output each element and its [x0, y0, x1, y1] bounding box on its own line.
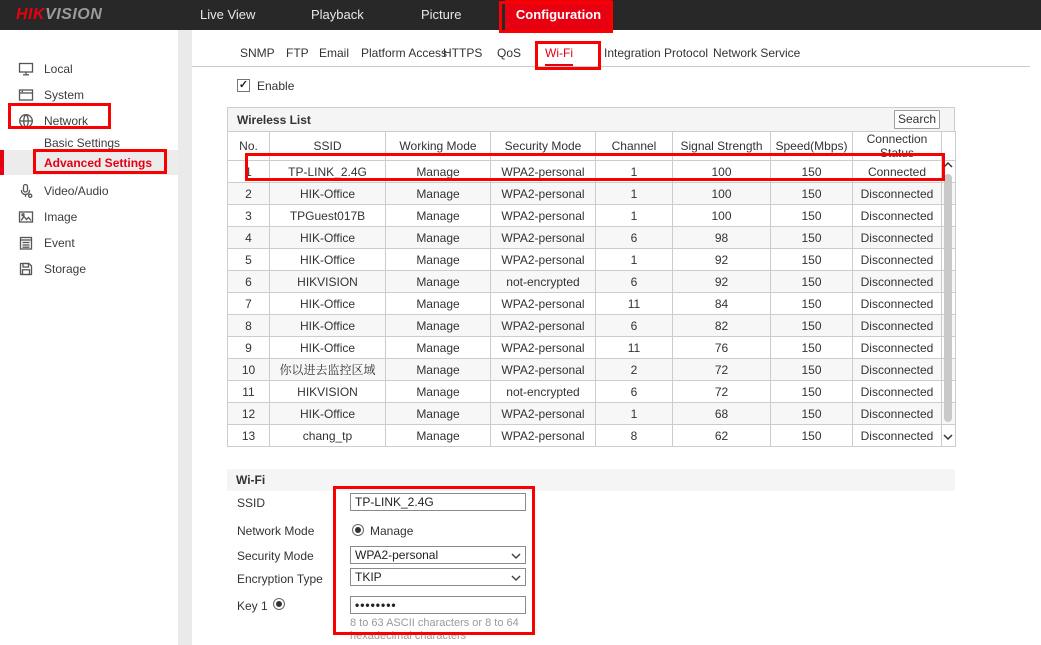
table-cell: HIK-Office: [270, 227, 386, 249]
security-mode-select[interactable]: [350, 546, 526, 564]
nav-configuration[interactable]: Configuration: [505, 0, 612, 30]
window-icon: [18, 87, 34, 103]
tab-network-service[interactable]: Network Service: [713, 46, 801, 60]
table-cell: 1: [596, 403, 673, 425]
table-row[interactable]: [228, 271, 956, 293]
table-cell: HIK-Office: [270, 337, 386, 359]
nav-live-view[interactable]: Live View: [200, 7, 256, 22]
table-cell: Manage: [386, 381, 491, 403]
col-scrollbar-spacer: [942, 132, 956, 161]
sidebar-item-network[interactable]: [0, 110, 178, 132]
table-cell: 76: [673, 337, 771, 359]
table-cell: Disconnected: [853, 381, 942, 403]
table-cell: Manage: [386, 161, 491, 183]
table-cell: TP-LINK_2.4G: [270, 161, 386, 183]
table-cell: WPA2-personal: [491, 315, 596, 337]
table-row[interactable]: [228, 249, 956, 271]
key-hint-text: 8 to 63 ASCII characters or 8 to 64 hexadecimal characters: [350, 617, 519, 642]
table-cell: 100: [673, 183, 771, 205]
wireless-list-header: [227, 107, 955, 131]
table-cell: 6: [228, 271, 270, 293]
table-cell: WPA2-personal: [491, 249, 596, 271]
sidebar-item-local[interactable]: [0, 58, 178, 80]
table-cell: 你以进去监控区域: [270, 359, 386, 381]
tab-email[interactable]: Email: [319, 46, 350, 60]
table-cell: WPA2-personal: [491, 337, 596, 359]
table-cell: 150: [771, 161, 853, 183]
sidebar-item-label: Local: [44, 62, 73, 76]
table-cell: 3: [228, 205, 270, 227]
table-cell: Manage: [386, 293, 491, 315]
col-signal-strength: Signal Strength: [673, 132, 771, 161]
table-cell: Manage: [386, 271, 491, 293]
col-no: No.: [228, 132, 270, 161]
security-mode-label: Security Mode: [237, 549, 314, 563]
tab-platform-access[interactable]: Platform Access: [361, 46, 448, 60]
table-cell: WPA2-personal: [491, 183, 596, 205]
table-cell: 72: [673, 381, 771, 403]
table-cell: 6: [596, 227, 673, 249]
table-row[interactable]: [228, 381, 956, 403]
table-cell: 11: [596, 337, 673, 359]
table-cell: WPA2-personal: [491, 359, 596, 381]
table-cell: Manage: [386, 205, 491, 227]
security-mode-value: WPA2-personal: [355, 548, 439, 562]
table-cell: 11: [228, 381, 270, 403]
table-cell: WPA2-personal: [491, 293, 596, 315]
key1-label: Key 1: [237, 599, 268, 613]
table-cell: 92: [673, 271, 771, 293]
table-cell: 150: [771, 227, 853, 249]
table-cell: Disconnected: [853, 293, 942, 315]
wifi-section-header: [227, 469, 955, 491]
table-cell: 150: [771, 337, 853, 359]
table-cell: 7: [228, 293, 270, 315]
monitor-icon: [18, 61, 34, 77]
table-cell: 8: [596, 425, 673, 447]
table-row[interactable]: [228, 337, 956, 359]
table-cell: Connected: [853, 161, 942, 183]
table-cell: 9: [228, 337, 270, 359]
table-cell: Disconnected: [853, 337, 942, 359]
tab-snmp[interactable]: SNMP: [240, 46, 275, 60]
table-cell: 5: [228, 249, 270, 271]
table-cell: 150: [771, 293, 853, 315]
table-cell: 150: [771, 183, 853, 205]
table-row[interactable]: [228, 205, 956, 227]
table-cell: Manage: [386, 403, 491, 425]
table-cell: 98: [673, 227, 771, 249]
microphone-icon: [18, 183, 34, 199]
table-cell: Manage: [386, 337, 491, 359]
table-cell: 150: [771, 403, 853, 425]
table-row[interactable]: [228, 403, 956, 425]
sidebar-item-event[interactable]: [0, 232, 178, 254]
table-cell: 11: [596, 293, 673, 315]
image-icon: [18, 209, 34, 225]
table-cell: Disconnected: [853, 271, 942, 293]
hikvision-logo: [16, 6, 102, 24]
table-cell: HIKVISION: [270, 271, 386, 293]
table-cell: 92: [673, 249, 771, 271]
calendar-icon: [18, 235, 34, 251]
table-cell: Manage: [386, 227, 491, 249]
table-cell: Disconnected: [853, 315, 942, 337]
col-working-mode: Working Mode: [386, 132, 491, 161]
table-cell: 1: [596, 183, 673, 205]
sidebar-item-label: Network: [44, 114, 89, 128]
network-mode-manage-label: Manage: [370, 524, 414, 538]
ssid-input[interactable]: [350, 493, 526, 511]
table-cell: 1: [596, 161, 673, 183]
table-cell: 1: [596, 205, 673, 227]
encryption-type-select[interactable]: [350, 568, 526, 586]
table-row[interactable]: [228, 315, 956, 337]
table-cell: 6: [596, 381, 673, 403]
key1-radio[interactable]: [273, 598, 285, 610]
table-cell: WPA2-personal: [491, 161, 596, 183]
table-cell: HIK-Office: [270, 315, 386, 337]
table-cell: 1: [228, 161, 270, 183]
sidebar-item-basic-settings[interactable]: [0, 132, 178, 154]
table-row[interactable]: [228, 425, 956, 447]
search-button[interactable]: Search: [894, 110, 940, 129]
table-cell: 4: [228, 227, 270, 249]
table-cell: WPA2-personal: [491, 425, 596, 447]
col-security-mode: Security Mode: [491, 132, 596, 161]
scroll-down-icon[interactable]: [942, 430, 954, 442]
sidebar-item-label: Video/Audio: [44, 184, 109, 198]
sidebar-item-label: Advanced Settings: [44, 156, 153, 170]
chevron-down-icon: [510, 550, 522, 562]
sidebar-item-label: Event: [44, 236, 75, 250]
tabs-separator: [192, 66, 1030, 67]
enable-checkbox[interactable]: ✓: [238, 79, 249, 91]
sidebar-item-advanced-settings[interactable]: [0, 152, 178, 174]
table-cell: not-encrypted: [491, 271, 596, 293]
tab-https[interactable]: HTTPS: [443, 46, 483, 60]
table-cell: 150: [771, 381, 853, 403]
network-mode-manage-radio[interactable]: [352, 524, 364, 536]
table-header-row: [228, 132, 956, 161]
table-cell: not-encrypted: [491, 381, 596, 403]
sidebar: [0, 30, 178, 645]
table-cell: chang_tp: [270, 425, 386, 447]
table-cell: HIK-Office: [270, 249, 386, 271]
tab-wifi[interactable]: Wi-Fi: [545, 40, 573, 66]
table-cell: Disconnected: [853, 227, 942, 249]
col-ssid: SSID: [270, 132, 386, 161]
table-cell: HIKVISION: [270, 381, 386, 403]
sidebar-item-storage[interactable]: [0, 258, 178, 280]
tab-ftp[interactable]: FTP: [286, 46, 309, 60]
table-cell: WPA2-personal: [491, 403, 596, 425]
sidebar-item-label: Storage: [44, 262, 87, 276]
logo-vision: VISION: [45, 6, 103, 23]
table-cell: 13: [228, 425, 270, 447]
table-cell: HIK-Office: [270, 403, 386, 425]
sidebar-item-video-audio[interactable]: [0, 180, 178, 202]
col-connection-status: Connection Status: [853, 132, 942, 161]
table-cell: Manage: [386, 315, 491, 337]
table-cell: 100: [673, 161, 771, 183]
table-cell: WPA2-personal: [491, 205, 596, 227]
table-scrollbar[interactable]: [941, 158, 955, 458]
table-cell: Disconnected: [853, 183, 942, 205]
tab-integration-protocol[interactable]: Integration Protocol: [604, 46, 709, 60]
table-row[interactable]: [228, 227, 956, 249]
wireless-table-body: [228, 161, 956, 447]
storage-icon: [18, 261, 34, 277]
table-cell: 150: [771, 359, 853, 381]
chevron-down-icon: [510, 572, 522, 584]
nav-picture[interactable]: Picture: [421, 7, 462, 22]
sidebar-item-label: Image: [44, 210, 78, 224]
table-cell: Disconnected: [853, 425, 942, 447]
col-speed: Speed(Mbps): [771, 132, 853, 161]
wireless-list-title: Wireless List: [237, 113, 311, 127]
sidebar-item-label: System: [44, 88, 85, 102]
sidebar-item-label: Basic Settings: [44, 136, 121, 150]
table-row[interactable]: [228, 183, 956, 205]
top-bar: [0, 0, 1041, 30]
encryption-type-label: Encryption Type: [237, 572, 323, 586]
sidebar-item-image[interactable]: [0, 206, 178, 228]
encryption-type-value: TKIP: [355, 570, 382, 584]
logo-hik: HIK: [16, 6, 46, 23]
wireless-table: [227, 131, 956, 447]
table-cell: 82: [673, 315, 771, 337]
table-cell: 1: [596, 249, 673, 271]
enable-label: Enable: [257, 79, 295, 93]
table-cell: 150: [771, 315, 853, 337]
wifi-section-title: Wi-Fi: [236, 473, 266, 487]
table-cell: Manage: [386, 425, 491, 447]
table-cell: 2: [596, 359, 673, 381]
table-cell: Manage: [386, 359, 491, 381]
table-cell: Manage: [386, 183, 491, 205]
table-cell: 72: [673, 359, 771, 381]
table-row[interactable]: [228, 293, 956, 315]
col-channel: Channel: [596, 132, 673, 161]
table-cell: HIK-Office: [270, 293, 386, 315]
table-row[interactable]: [228, 359, 956, 381]
table-cell: 8: [228, 315, 270, 337]
table-cell: 150: [771, 205, 853, 227]
scrollbar-thumb[interactable]: [944, 174, 952, 422]
table-cell: 10: [228, 359, 270, 381]
table-cell: 150: [771, 425, 853, 447]
table-cell: Manage: [386, 249, 491, 271]
table-cell: Disconnected: [853, 359, 942, 381]
table-cell: 150: [771, 249, 853, 271]
table-cell: Disconnected: [853, 249, 942, 271]
globe-icon: [18, 113, 34, 129]
sidebar-item-system[interactable]: [0, 84, 178, 106]
nav-playback[interactable]: Playback: [311, 7, 364, 22]
table-row[interactable]: [228, 161, 956, 183]
table-cell: 6: [596, 271, 673, 293]
table-cell: Disconnected: [853, 403, 942, 425]
table-cell: Disconnected: [853, 205, 942, 227]
scroll-up-icon[interactable]: [942, 158, 954, 170]
table-cell: 6: [596, 315, 673, 337]
sidebar-divider: [178, 30, 192, 645]
tab-qos[interactable]: QoS: [497, 46, 522, 60]
key1-password-input[interactable]: [350, 596, 526, 614]
table-cell: 12: [228, 403, 270, 425]
table-cell: 68: [673, 403, 771, 425]
table-cell: 2: [228, 183, 270, 205]
table-cell: HIK-Office: [270, 183, 386, 205]
ssid-label: SSID: [237, 496, 266, 510]
table-cell: 150: [771, 271, 853, 293]
table-cell: 84: [673, 293, 771, 315]
table-cell: TPGuest017B: [270, 205, 386, 227]
network-mode-label: Network Mode: [237, 524, 315, 538]
table-cell: 62: [673, 425, 771, 447]
table-cell: WPA2-personal: [491, 227, 596, 249]
table-cell: 100: [673, 205, 771, 227]
